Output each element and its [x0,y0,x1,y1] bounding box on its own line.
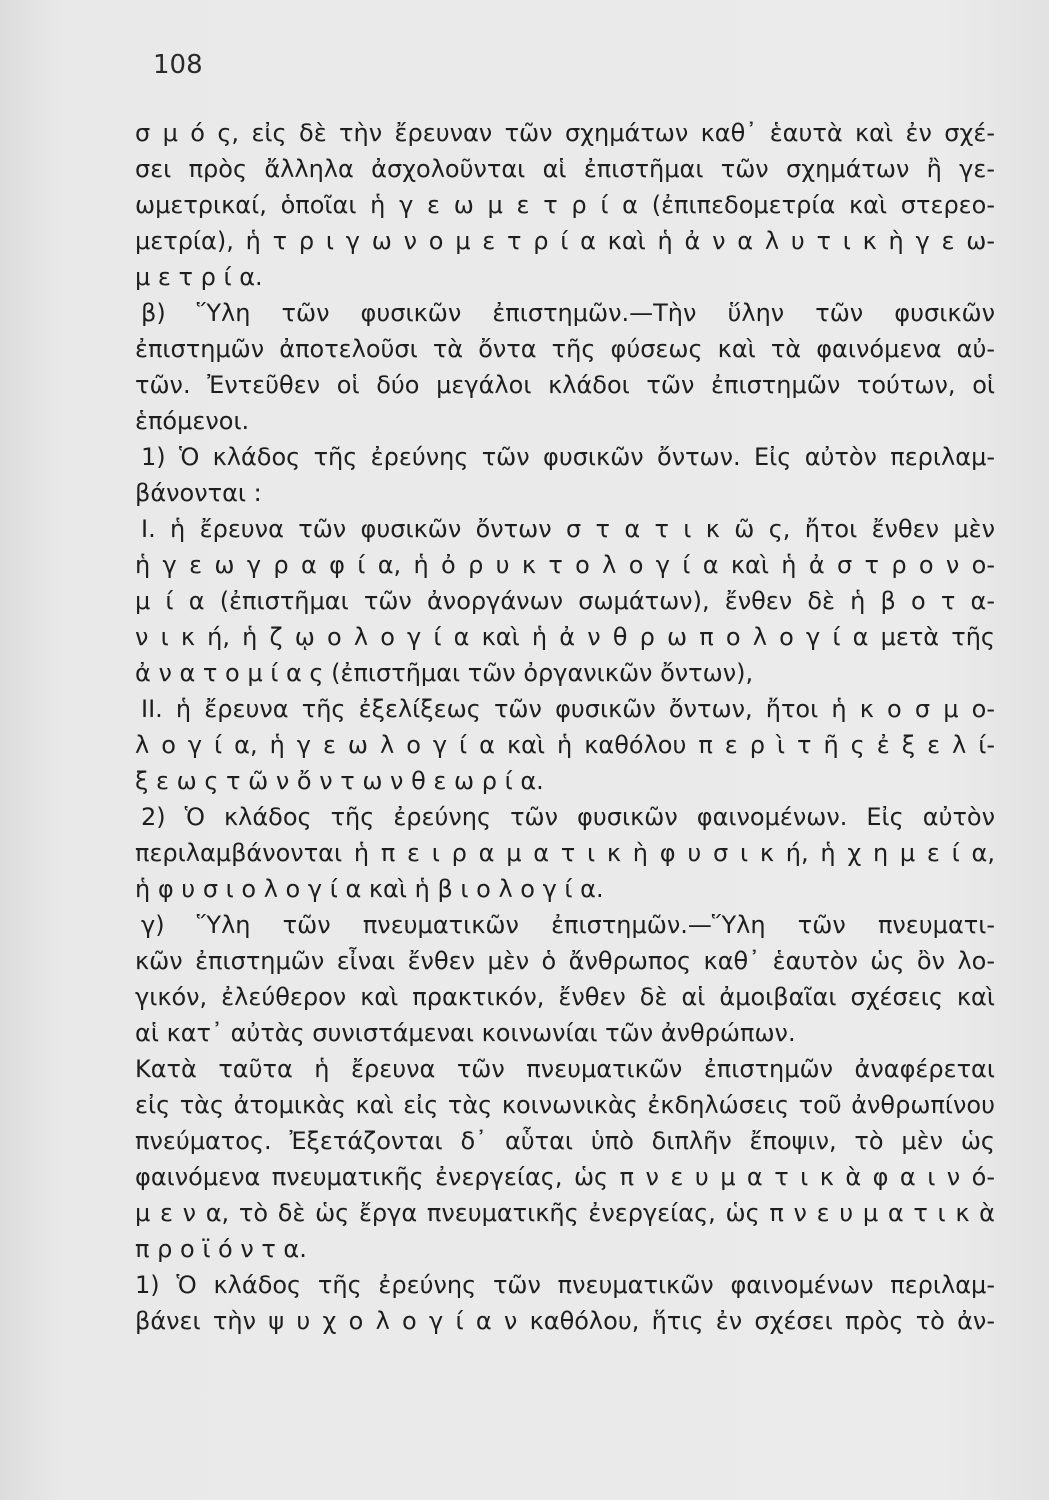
text-line: 1) Ὁ κλάδος τῆς ἐρεύνης τῶν πνευματικῶν φαινομένων περιλαμ- [135,1271,995,1299]
text-line: ἡ φ υ σ ι ο λ ο γ ί α καὶ ἡ β ι ο λ ο γ ί α. [135,875,604,903]
text-line: μετρία), ἡ τ ρ ι γ ω ν ο μ ε τ ρ ί α καὶ ἡ ἀ ν α λ υ τ ι κ ὴ γ ε ω- [135,227,995,255]
text-line: ν ι κ ή, ἡ ζ ῳ ο λ ο γ ί α καὶ ἡ ἀ ν θ ρ ω π ο λ ο γ ί α μετὰ τῆς [135,623,995,651]
text-line: βάνει τὴν ψ υ χ ο λ ο γ ί α ν καθόλου, ἥτις ἐν σχέσει πρὸς τὸ ἀν- [135,1307,995,1335]
text-line: κῶν ἐπιστημῶν εἶναι ἔνθεν μὲν ὁ ἄνθρωπος καθ᾽ ἑαυτὸν ὡς ὂν λο- [135,947,995,975]
text-line: σ μ ό ς, εἰς δὲ τὴν ἔρευναν τῶν σχημάτων καθ᾽ ἑαυτὰ καὶ ἐν σχέ- [135,119,995,147]
text-line: αἱ κατ᾽ αὐτὰς συνιστάμεναι κοινωνίαι τῶν ἀνθρώπων. [135,1019,796,1047]
text-line: βάνονται : [135,479,262,507]
text-line: ἐπιστημῶν ἀποτελοῦσι τὰ ὄντα τῆς φύσεως καὶ τὰ φαινόμενα αὐ- [135,335,995,363]
text-line: πνεύματος. Ἐξετάζονται δ᾽ αὗται ὑπὸ διπλῆν ἔποψιν, τὸ μὲν ὡς [135,1127,995,1155]
text-line: ωμετρικαί, ὁποῖαι ἡ γ ε ω μ ε τ ρ ί α (ἐπιπεδομετρία καὶ στερεο- [135,191,995,219]
text-line: μ ε ν α, τὸ δὲ ὡς ἔργα πνευματικῆς ἐνεργείας, ὡς π ν ε υ μ α τ ι κ ὰ [135,1199,995,1227]
text-line: μ ε τ ρ ί α. [135,263,263,291]
text-line: σει πρὸς ἄλληλα ἀσχολοῦνται αἱ ἐπιστῆμαι τῶν σχημάτων ἢ γε- [135,155,995,183]
text-line: τῶν. Ἐντεῦθεν οἱ δύο μεγάλοι κλάδοι τῶν ἐπιστημῶν τούτων, οἱ [135,371,995,399]
text-line: γ) Ὕλη τῶν πνευματικῶν ἐπιστημῶν.—Ὕλη τῶν πνευματι- [141,911,995,939]
text-line: γικόν, ἐλεύθερον καὶ πρακτικόν, ἔνθεν δὲ αἱ ἀμοιβαῖαι σχέσεις καὶ [135,983,995,1011]
text-line: I. ἡ ἔρευνα τῶν φυσικῶν ὄντων σ τ α τ ι κ ῶ ς, ἤτοι ἔνθεν μὲν [141,515,995,543]
text-line: β) Ὕλη τῶν φυσικῶν ἐπιστημῶν.—Τὴν ὕλην τῶν φυσικῶν [141,299,995,327]
text-line: ἡ γ ε ω γ ρ α φ ί α, ἡ ὀ ρ υ κ τ ο λ ο γ ί α καὶ ἡ ἀ σ τ ρ ο ν ο- [135,551,995,579]
body-text [135,115,995,1339]
text-line: λ ο γ ί α, ἡ γ ε ω λ ο γ ί α καὶ ἡ καθόλου π ε ρ ὶ τ ῆ ς ἐ ξ ε λ ί- [135,731,995,759]
text-line: II. ἡ ἔρευνα τῆς ἐξελίξεως τῶν φυσικῶν ὄντων, ἤτοι ἡ κ ο σ μ ο- [141,695,995,723]
text-line: ξ ε ω ς τ ῶ ν ὄ ν τ ω ν θ ε ω ρ ί α. [135,767,544,795]
text-line: φαινόμενα πνευματικῆς ἐνεργείας, ὡς π ν ε υ μ α τ ι κ ὰ φ α ι ν ό- [135,1163,995,1191]
text-line: μ ί α (ἐπιστῆμαι τῶν ἀνοργάνων σωμάτων), ἔνθεν δὲ ἡ β ο τ α- [135,587,995,615]
text-line: Κατὰ ταῦτα ἡ ἔρευνα τῶν πνευματικῶν ἐπιστημῶν ἀναφέρεται [135,1055,995,1083]
text-line: π ρ ο ϊ ό ν τ α. [135,1235,307,1263]
text-line: 1) Ὁ κλάδος τῆς ἐρεύνης τῶν φυσικῶν ὄντων. Εἰς αὐτὸν περιλαμ- [141,443,995,471]
page-number: 108 [153,50,203,80]
text-line: 2) Ὁ κλάδος τῆς ἐρεύνης τῶν φυσικῶν φαινομένων. Εἰς αὐτὸν [141,803,995,831]
text-line: εἰς τὰς ἀτομικὰς καὶ εἰς τὰς κοινωνικὰς ἐκδηλώσεις τοῦ ἀνθρωπίνου [135,1091,995,1119]
text-line: ἑπόμενοι. [135,407,250,435]
text-line: ἀ ν α τ ο μ ί α ς (ἐπιστῆμαι τῶν ὀργανικῶν ὄντων), [135,659,754,687]
text-line: περιλαμβάνονται ἡ π ε ι ρ α μ α τ ι κ ὴ φ υ σ ι κ ή, ἡ χ η μ ε ί α, [135,839,995,867]
